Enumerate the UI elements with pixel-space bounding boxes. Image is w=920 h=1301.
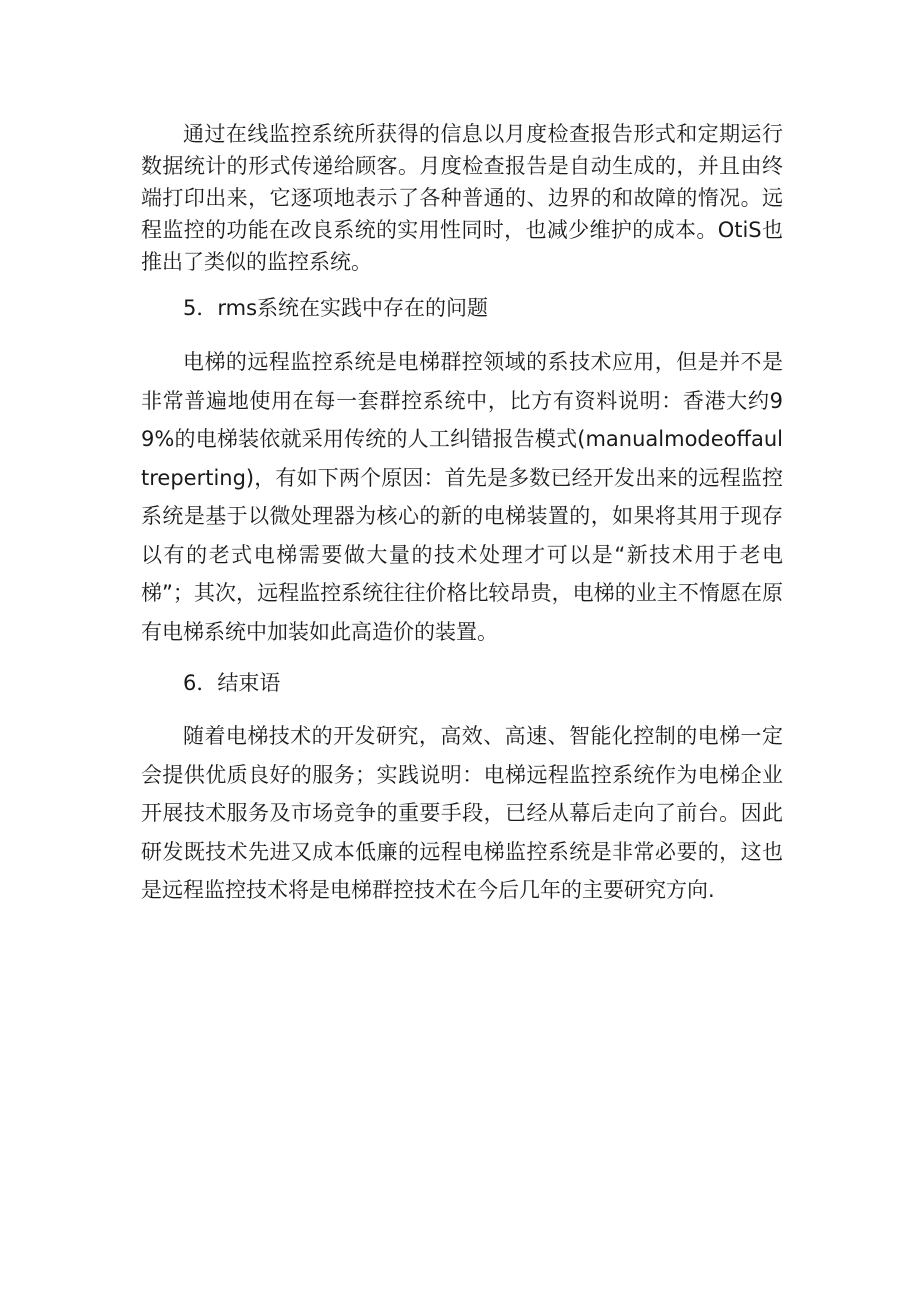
- spacer: [141, 699, 783, 717]
- section-heading-5: 5．rms系统在实践中存在的问题: [183, 296, 489, 320]
- spacer: [141, 324, 783, 343]
- section-heading-6: 6．结束语: [183, 671, 281, 695]
- paragraph-conclusion: 随着电梯技术的开发研究，高效、高速、智能化控制的电梯一定会提供优质良好的服务；实践说明：电梯远程监控系统作为电梯企业开展技术服务及市场竞争的重要手段，已经从幕后走向了前台。因此研发既技术先进又成本低廉的远程电梯监控系统是非常必要的，这也是远程监控技术将是电梯群控技术在今后几年的主要研究方向.: [141, 724, 783, 902]
- paragraph-practical-problems: 电梯的远程监控系统是电梯群控领域的系技术应用，但是并不是非常普遍地使用在每一套群控系统中，比方有资料说明：香港大约99%的电梯装依就采用传统的人工纠错报告模式(manualmodeoffaultreperting)，有如下两个原因：首先是多数已经开发出来的远程监控系统是基于以微处理器为核心的新的电梯装置的，如果将其用于现存以有的老式电梯需要做大量的技术处理才可以是“新技术用于老电梯”；其次，远程监控系统往往价格比较昂贵，电梯的业主不惰愿在原有电梯系统中加装如此高造价的装置。: [141, 350, 783, 644]
- paragraph-monitoring-reports: 通过在线监控系统所获得的信息以月度检查报告形式和定期运行数据统计的形式传递给顾客。月度检查报告是自动生成的，并且由终端打印出来，它逐项地表示了各种普通的、边界的和故障的惰况。远程监控的功能在改良系统的实用性同时，也减少维护的成本。OtiS也推出了类似的监控系统。: [141, 122, 783, 274]
- document-body: [141, 118, 783, 910]
- spacer: [141, 278, 783, 292]
- spacer: [141, 651, 783, 667]
